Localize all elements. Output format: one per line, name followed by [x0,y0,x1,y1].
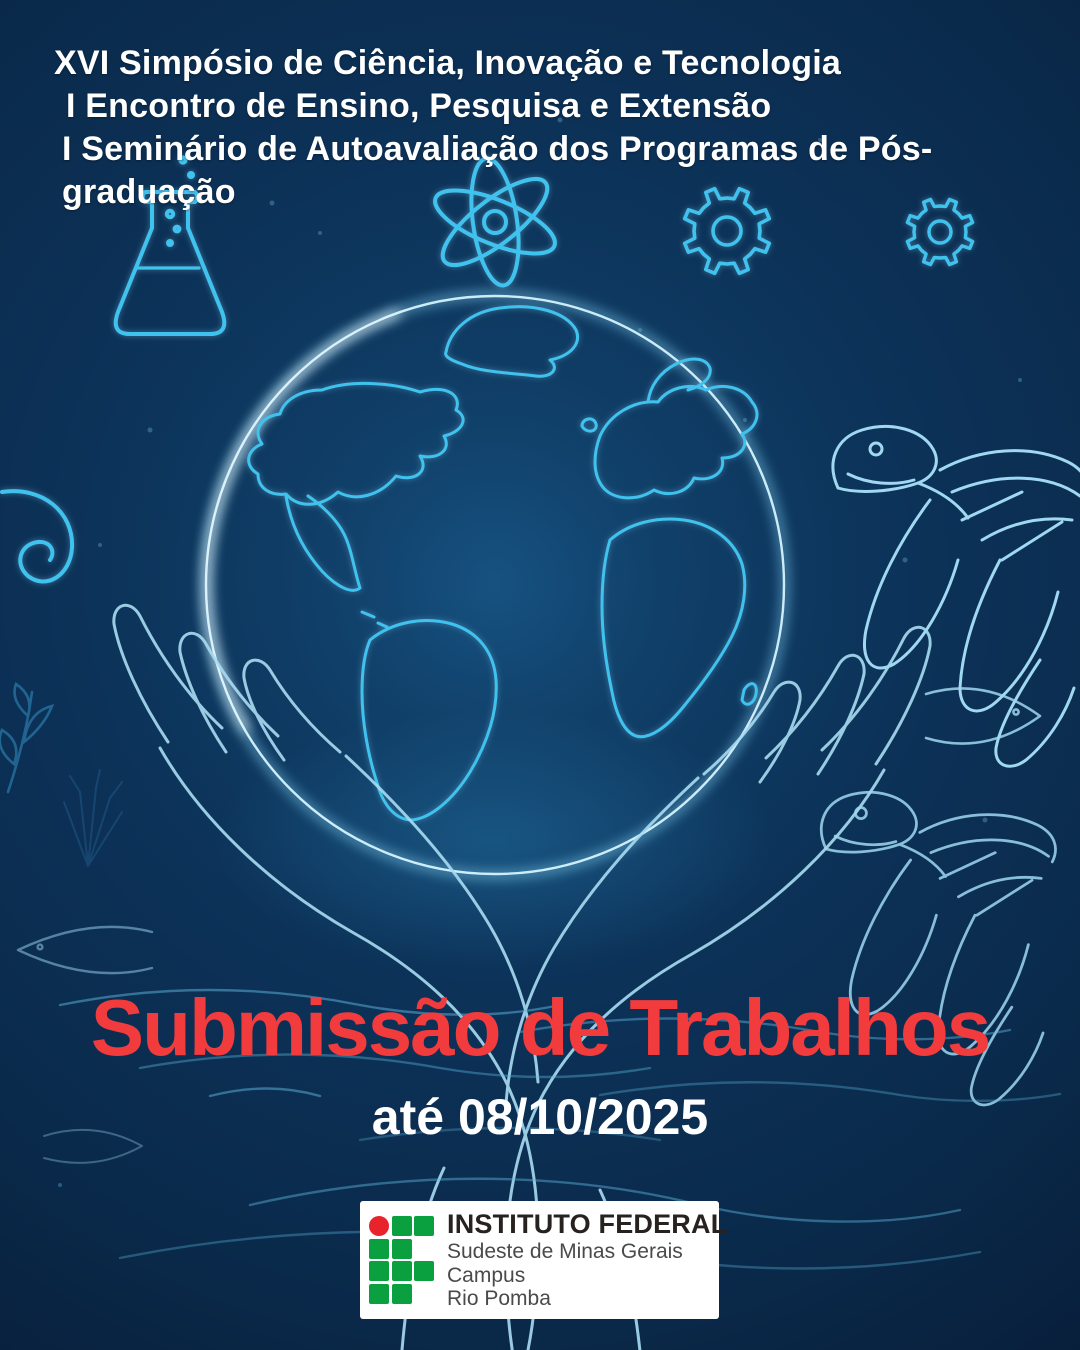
logo-region: Sudeste de Minas Gerais [447,1240,683,1264]
sea-flora [0,684,122,866]
logo-square-green [369,1284,389,1304]
globe-under-glow [215,710,775,970]
gear-hole [929,221,951,243]
logo-square-green [369,1239,389,1259]
logo-square-green [392,1261,412,1281]
logo-square-green [414,1261,434,1281]
instituto-federal-logo [360,1201,728,1319]
fish-icon [18,927,152,973]
logo-campus-label: Campus [447,1263,526,1287]
logo-square-green [392,1239,412,1259]
event-title-seminar: I Seminário de Autoavaliação dos Programas de Pós-graduação [62,130,933,211]
logo-dot-red [369,1216,389,1236]
logo-institution-name: INSTITUTO FEDERAL [447,1209,728,1240]
logo-empty-cell [414,1284,434,1304]
event-title-encounter: I Encontro de Ensino, Pesquisa e Extensão [66,87,772,125]
event-titles [54,42,1060,214]
gear-hole [713,217,741,245]
logo-campus-name: Rio Pomba [447,1287,551,1311]
submission-title: Submissão de Trabalhos [90,983,990,1072]
logo-square-green [392,1284,412,1304]
logo-empty-cell [414,1239,434,1259]
logo-square-green [392,1216,412,1236]
fish-icon [926,688,1040,743]
coral-icon [64,770,122,866]
event-title-symposium: XVI Simpósio de Ciência, Inovação e Tecnologia [54,44,841,82]
if-logo-mark-icon [369,1216,434,1304]
logo-square-green [414,1216,434,1236]
deadline-text: até 08/10/2025 [371,1089,709,1145]
logo-text-block [447,1209,728,1311]
seaweed-icon [0,684,52,792]
spiral-wave-icon [2,491,72,581]
logo-square-green [369,1261,389,1281]
